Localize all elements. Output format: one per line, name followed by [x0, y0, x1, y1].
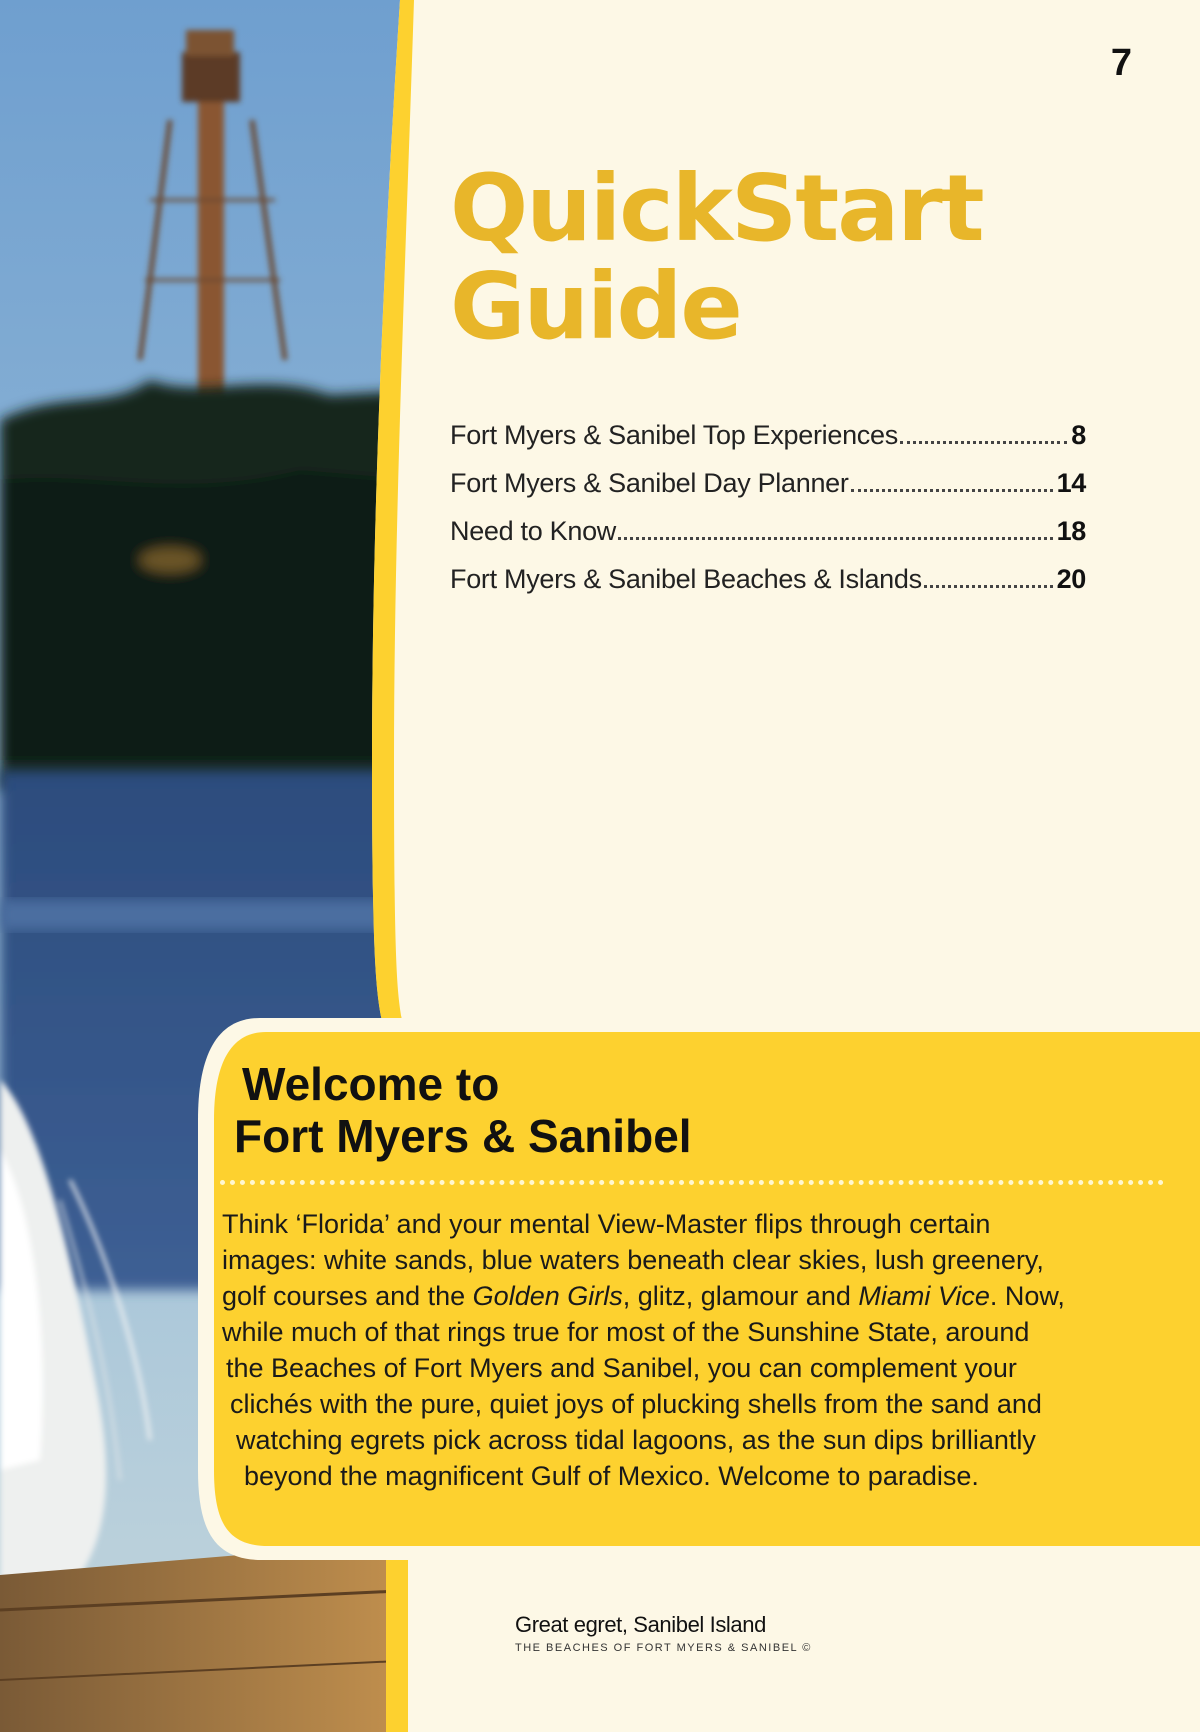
toc-label: Fort Myers & Sanibel Day Planner	[450, 468, 849, 498]
intro-title-golden-girls: Golden Girls	[472, 1281, 623, 1311]
photo-caption	[515, 1612, 812, 1654]
toc-page: 18	[1056, 516, 1086, 546]
toc-item[interactable]	[450, 420, 1086, 468]
intro-fragment: golf courses and the	[222, 1281, 473, 1311]
page-number: 7	[1110, 42, 1132, 84]
toc-leader-dots	[618, 537, 1053, 540]
welcome-heading	[234, 1058, 692, 1162]
welcome-heading-line-1: Welcome to	[242, 1058, 500, 1110]
intro-line: while much of that rings true for most of the Sunshine State, around	[222, 1317, 1030, 1347]
intro-title-miami-vice: Miami Vice	[858, 1281, 990, 1311]
toc-label: Need to Know	[450, 516, 617, 546]
caption-text: Great egret, Sanibel Island	[515, 1612, 766, 1637]
toc-leader-dots	[851, 489, 1053, 492]
intro-paragraph	[222, 1206, 1122, 1494]
intro-line: the Beaches of Fort Myers and Sanibel, you can complement your	[226, 1353, 1017, 1383]
toc-label: Fort Myers & Sanibel Top Experiences	[450, 420, 898, 450]
intro-line: Think ‘Florida’ and your mental View-Master flips through certain	[222, 1209, 991, 1239]
intro-fragment: , glitz, glamour and	[622, 1281, 859, 1311]
page-title	[450, 155, 983, 360]
toc-page: 20	[1056, 564, 1086, 594]
toc-leader-dots	[924, 585, 1053, 588]
intro-line-composite	[222, 1278, 1122, 1314]
title-line-2: Guide	[450, 253, 741, 360]
toc-page: 8	[1071, 420, 1086, 450]
intro-fragment: . Now,	[989, 1281, 1065, 1311]
intro-line: clichés with the pure, quiet joys of plucking shells from the sand and	[230, 1389, 1042, 1419]
toc-item[interactable]	[450, 468, 1086, 516]
toc-label: Fort Myers & Sanibel Beaches & Islands	[450, 564, 922, 594]
toc-leader-dots	[900, 441, 1067, 444]
intro-line: watching egrets pick across tidal lagoons, as the sun dips brilliantly	[236, 1425, 1036, 1455]
toc-page: 14	[1056, 468, 1086, 498]
dotted-divider	[220, 1180, 1164, 1185]
photo-credit: THE BEACHES OF FORT MYERS & SANIBEL ©	[515, 1642, 812, 1654]
intro-line: beyond the magnificent Gulf of Mexico. Welcome to paradise.	[244, 1461, 979, 1491]
table-of-contents	[450, 420, 1086, 612]
welcome-heading-line-2: Fort Myers & Sanibel	[234, 1110, 692, 1162]
title-line-1: QuickStart	[450, 155, 983, 262]
toc-item[interactable]	[450, 516, 1086, 564]
toc-item[interactable]	[450, 564, 1086, 612]
intro-line: images: white sands, blue waters beneath clear skies, lush greenery,	[222, 1245, 1044, 1275]
